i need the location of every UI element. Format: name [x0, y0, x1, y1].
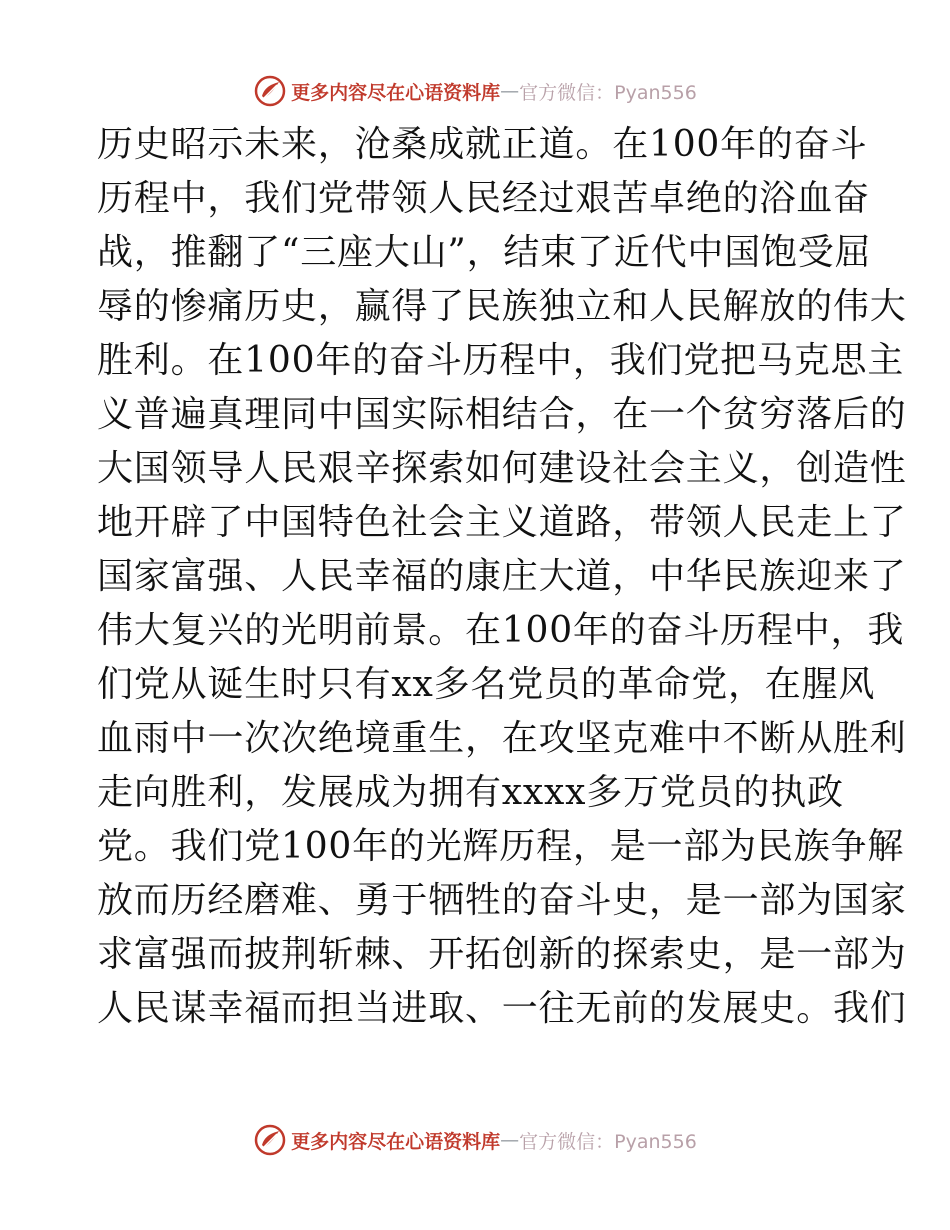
text-line: 辱的惨痛历史，赢得了民族独立和人民解放的伟大 — [97, 286, 907, 327]
banner-main-text: 更多内容尽在心语资料库 — [291, 81, 501, 104]
text-line: 人民谋幸福而担当进取、一往无前的发展史。我们 — [97, 988, 907, 1029]
text-line: 求富强而披荆斩棘、开拓创新的探索史，是一部为 — [97, 934, 907, 975]
text-line: 历程中，我们党带领人民经过艰苦卓绝的浴血奋 — [97, 178, 870, 219]
footer-watermark-banner — [0, 1120, 950, 1160]
text-line: 国家富强、人民幸福的康庄大道，中华民族迎来了 — [97, 556, 907, 597]
text-line: 血雨中一次次绝境重生，在攻坚克难中不断从胜利 — [97, 718, 907, 759]
text-line: 放而历经磨难、勇于牺牲的奋斗史，是一部为国家 — [97, 880, 907, 921]
text-line: 伟大复兴的光明前景。在100年的奋斗历程中，我 — [97, 610, 905, 651]
banner-separator: — — [500, 1129, 520, 1151]
banner-separator: — — [500, 80, 520, 102]
document-body — [97, 118, 907, 1036]
brand-logo-icon — [253, 1123, 287, 1157]
text-line: 历史昭示未来，沧桑成就正道。在100年的奋斗 — [97, 124, 868, 165]
banner-wechat-handle: 官方微信：Pyan556 — [519, 81, 697, 104]
text-line: 胜利。在100年的奋斗历程中，我们党把马克思主 — [97, 340, 905, 381]
text-line: 们党从诞生时只有xx多名党员的革命党，在腥风 — [97, 664, 876, 705]
banner-main-text: 更多内容尽在心语资料库 — [291, 1130, 501, 1153]
text-line: 大国领导人民艰辛探索如何建设社会主义，创造性 — [97, 448, 907, 489]
text-line: 义普遍真理同中国实际相结合，在一个贫穷落后的 — [97, 394, 907, 435]
text-line: 地开辟了中国特色社会主义道路，带领人民走上了 — [97, 502, 907, 543]
banner-wechat-handle: 官方微信：Pyan556 — [519, 1130, 697, 1153]
text-line: 党。我们党100年的光辉历程，是一部为民族争解 — [97, 826, 905, 867]
header-watermark-banner — [0, 71, 950, 111]
text-line: 走向胜利，发展成为拥有xxxx多万党员的执政 — [97, 772, 844, 813]
text-line: 战，推翻了“三座大山”，结束了近代中国饱受屈 — [97, 232, 872, 273]
brand-logo-icon — [253, 74, 287, 108]
